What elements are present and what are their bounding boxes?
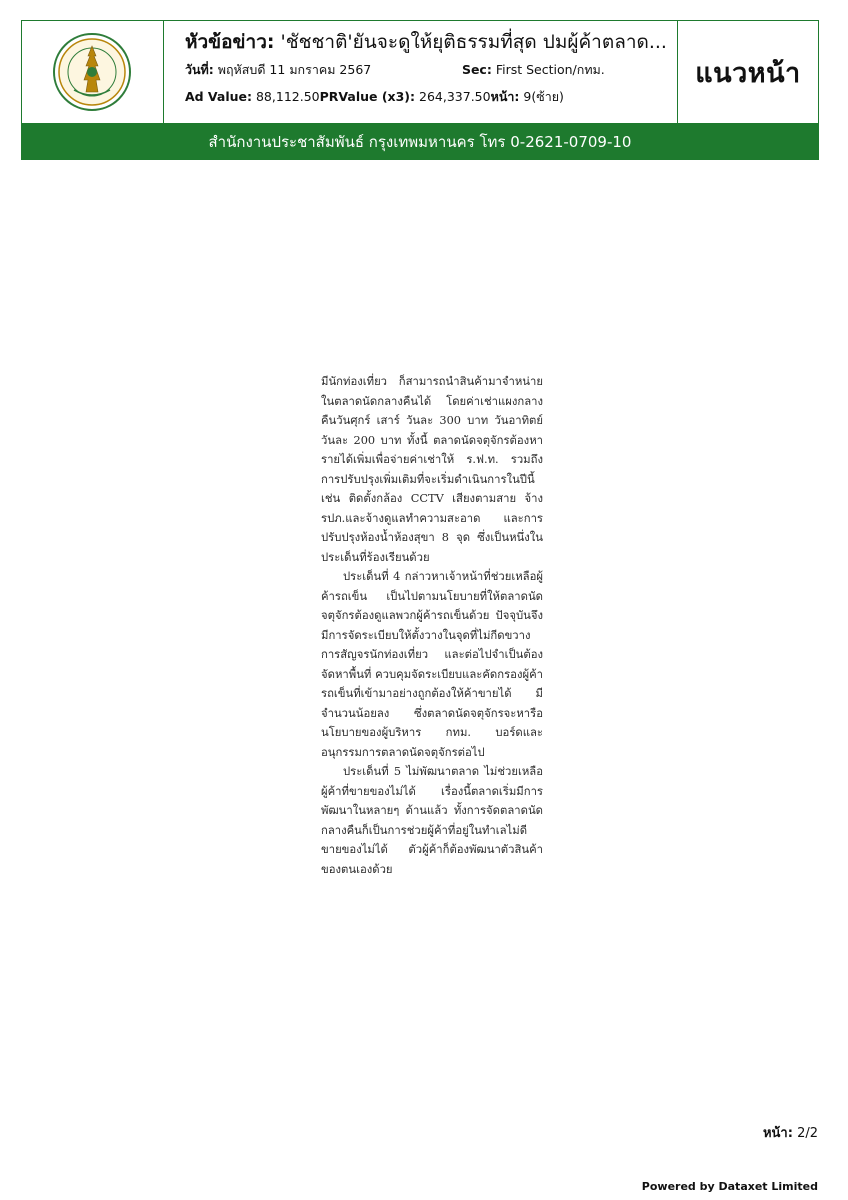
- pr-value-label: PRValue (x3):: [319, 89, 416, 104]
- date-value: พฤหัสบดี 11 มกราคม 2567: [217, 62, 372, 77]
- page-indicator-value: 2/2: [797, 1126, 818, 1141]
- headline-label: หัวข้อข่าว:: [184, 31, 275, 53]
- publication-cell: [678, 21, 818, 123]
- page-indicator-label: หน้า:: [762, 1126, 793, 1141]
- page-value: 9(ซ้าย): [523, 89, 564, 104]
- headline-row: [185, 27, 667, 57]
- publication-name: แนวหน้า: [695, 57, 801, 89]
- office-banner: สำนักงานประชาสัมพันธ์ กรุงเทพมหานคร โทร 0-2621-0709-10: [21, 124, 819, 160]
- ad-value: 88,112.50: [255, 89, 320, 104]
- pr-value: 264,337.50: [419, 89, 491, 104]
- news-header: [21, 20, 819, 124]
- article-paragraph: มีนักท่องเที่ยว ก็สามารถนำสินค้ามาจำหน่ายในตลาดนัดกลางคืนได้ โดยค่าเช่าแผงกลางคืนวันศุกร์ เสาร์ วันละ 300 บาท วันอาทิตย์ วันละ 200 บาท ทั้งนี้ ตลาดนัดจตุจักรต้องหารายได้เพิ่มเพื่อจ่ายค่าเช่าให้ ร.ฟ.ท. รวมถึงการปรับปรุงเพิ่มเติมที่จะเริ่มดำเนินการในปีนี้ เช่น ติดตั้งกล้อง CCTV เสียงตามสาย จ้างรปภ.และจ้างดูแลทำความสะอาด และการปรับปรุงห้องน้ำห้องสุขา 8 จุด ซึ่งเป็นหนึ่งในประเด็นที่ร้องเรียนด้วย: [321, 375, 543, 564]
- article-paragraph: ประเด็นที่ 5 ไม่พัฒนาตลาด ไม่ช่วยเหลือผู้ค้าที่ขายของไม่ได้ เรื่องนี้ตลาดเริ่มมีการพัฒนาในหลายๆ ด้านแล้ว ทั้งการจัดตลาดนัดกลางคืนก็เป็นการช่วยผู้ค้าที่อยู่ในทำเลไม่ดีขายของไม่ได้ ตัวผู้ค้าก็ต้องพัฒนาตัวสินค้าของตนเองด้วย: [321, 765, 543, 876]
- powered-by-footer: Powered by Dataxet Limited: [641, 1180, 818, 1193]
- date-label: วันที่:: [184, 62, 214, 77]
- article-body: [321, 372, 543, 879]
- page-label: หน้า:: [490, 89, 520, 104]
- page-indicator: [763, 1122, 818, 1143]
- ad-value-label: Ad Value:: [184, 89, 252, 104]
- section-value: First Section/กทม.: [495, 62, 605, 77]
- headline-text: 'ชัชชาติ'ยันจะดูให้ยุติธรรมที่สุด ปมผู้ค้าตลาด...: [280, 31, 667, 53]
- value-row: [185, 83, 667, 111]
- logo-cell: [22, 21, 164, 123]
- bma-seal-logo: [52, 32, 132, 112]
- article-info: [164, 21, 678, 123]
- date-section-row: [185, 57, 667, 83]
- section-info: [462, 57, 605, 83]
- article-paragraph: ประเด็นที่ 4 กล่าวหาเจ้าหน้าที่ช่วยเหลือผู้ค้ารถเข็น เป็นไปตามนโยบายที่ให้ตลาดนัดจตุจักรต้องดูแลพวกผู้ค้ารถเข็นด้วย ปัจจุบันจึงมีการจัดระเบียบให้ตั้งวางในจุดที่ไม่กีดขวางการสัญจรนักท่องเที่ยว และต่อไปจำเป็นต้องจัดหาพื้นที่ ควบคุมจัดระเบียบและคัดกรองผู้ค้ารถเข็นที่เข้ามาอย่างถูกต้องให้ค้าขายได้ มีจำนวนน้อยลง ซึ่งตลาดนัดจตุจักรจะหารือนโยบายของผู้บริหาร กทม. บอร์ดและอนุกรรมการตลาดนัดจตุจักรต่อไป: [321, 570, 543, 759]
- section-label: Sec:: [461, 62, 492, 77]
